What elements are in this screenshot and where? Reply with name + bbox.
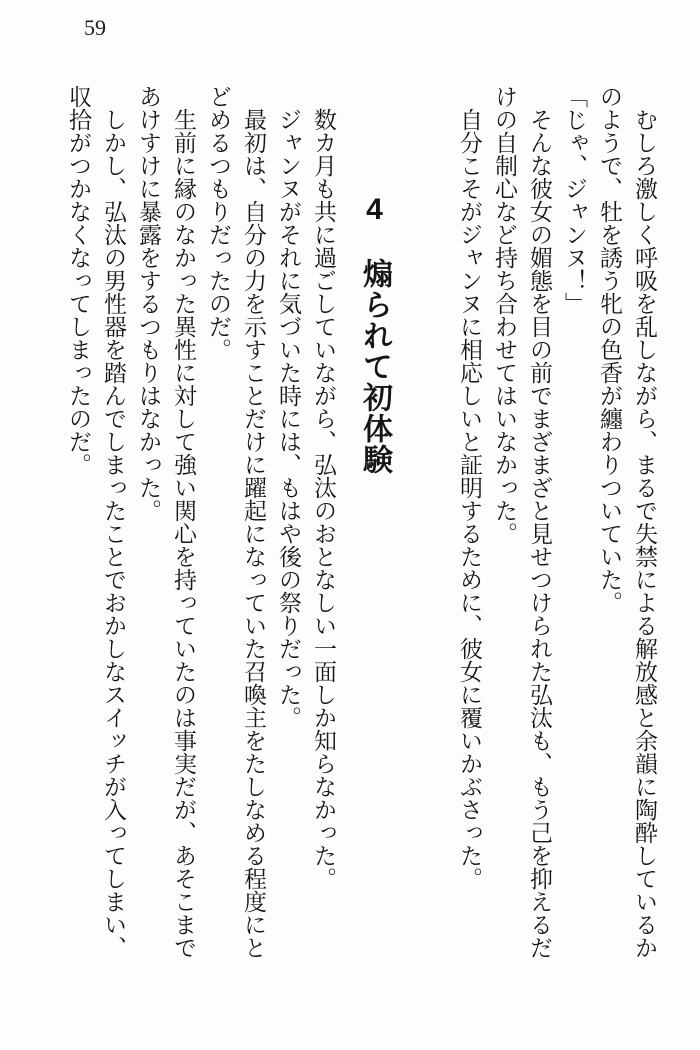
text-line: あけすけに暴露をするつもりはなかった。: [136, 85, 161, 522]
text-line: 自分こそがジャンヌに相応しいと証明するために、彼女に覆いかぶさった。: [457, 108, 482, 890]
text-line: むしろ激しく呼吸を乱しながら、まるで失禁による解放感と余韻に陶酔しているか: [632, 108, 657, 959]
text-line: 数カ月も共に過ごしていながら、弘汰のおとなしい一面しか知らなかった。: [311, 108, 336, 890]
blank-line: [422, 85, 447, 1015]
text-line: 最初は、自分の力を示すことだけに躍起になっていた召喚主をたしなめる程度にと: [241, 108, 266, 959]
chapter-heading: 4 煽られて初体験: [358, 193, 391, 475]
text-line: 収拾がつかなくなってしまったのだ。: [66, 85, 91, 476]
page-number: 59: [84, 15, 106, 40]
text-line-dialogue: 「じゃ、ジャンヌ！」: [562, 85, 587, 315]
text-line: のようで、牡を誘う牝の色香が纏わりついていた。: [597, 85, 622, 614]
text-area: [66, 85, 657, 1015]
text-line: そんな彼女の媚態を目の前でまざまざと見せつけられた弘汰も、もう己を抑えるだ: [527, 108, 552, 959]
text-line: しかし、弘汰の男性器を踏んでしまったことでおかしなスイッチが入ってしまい、: [101, 108, 126, 959]
text-line: どめるつもりだったのだ。: [206, 85, 231, 361]
text-line: けの自制心など持ち合わせてはいなかった。: [492, 85, 517, 545]
text-line: 生前に縁のなかった異性に対して強い関心を持っていたのは事実だが、あそこまで: [171, 108, 196, 959]
text-line: ジャンヌがそれに気づいた時には、もはや後の祭りだった。: [276, 108, 301, 729]
